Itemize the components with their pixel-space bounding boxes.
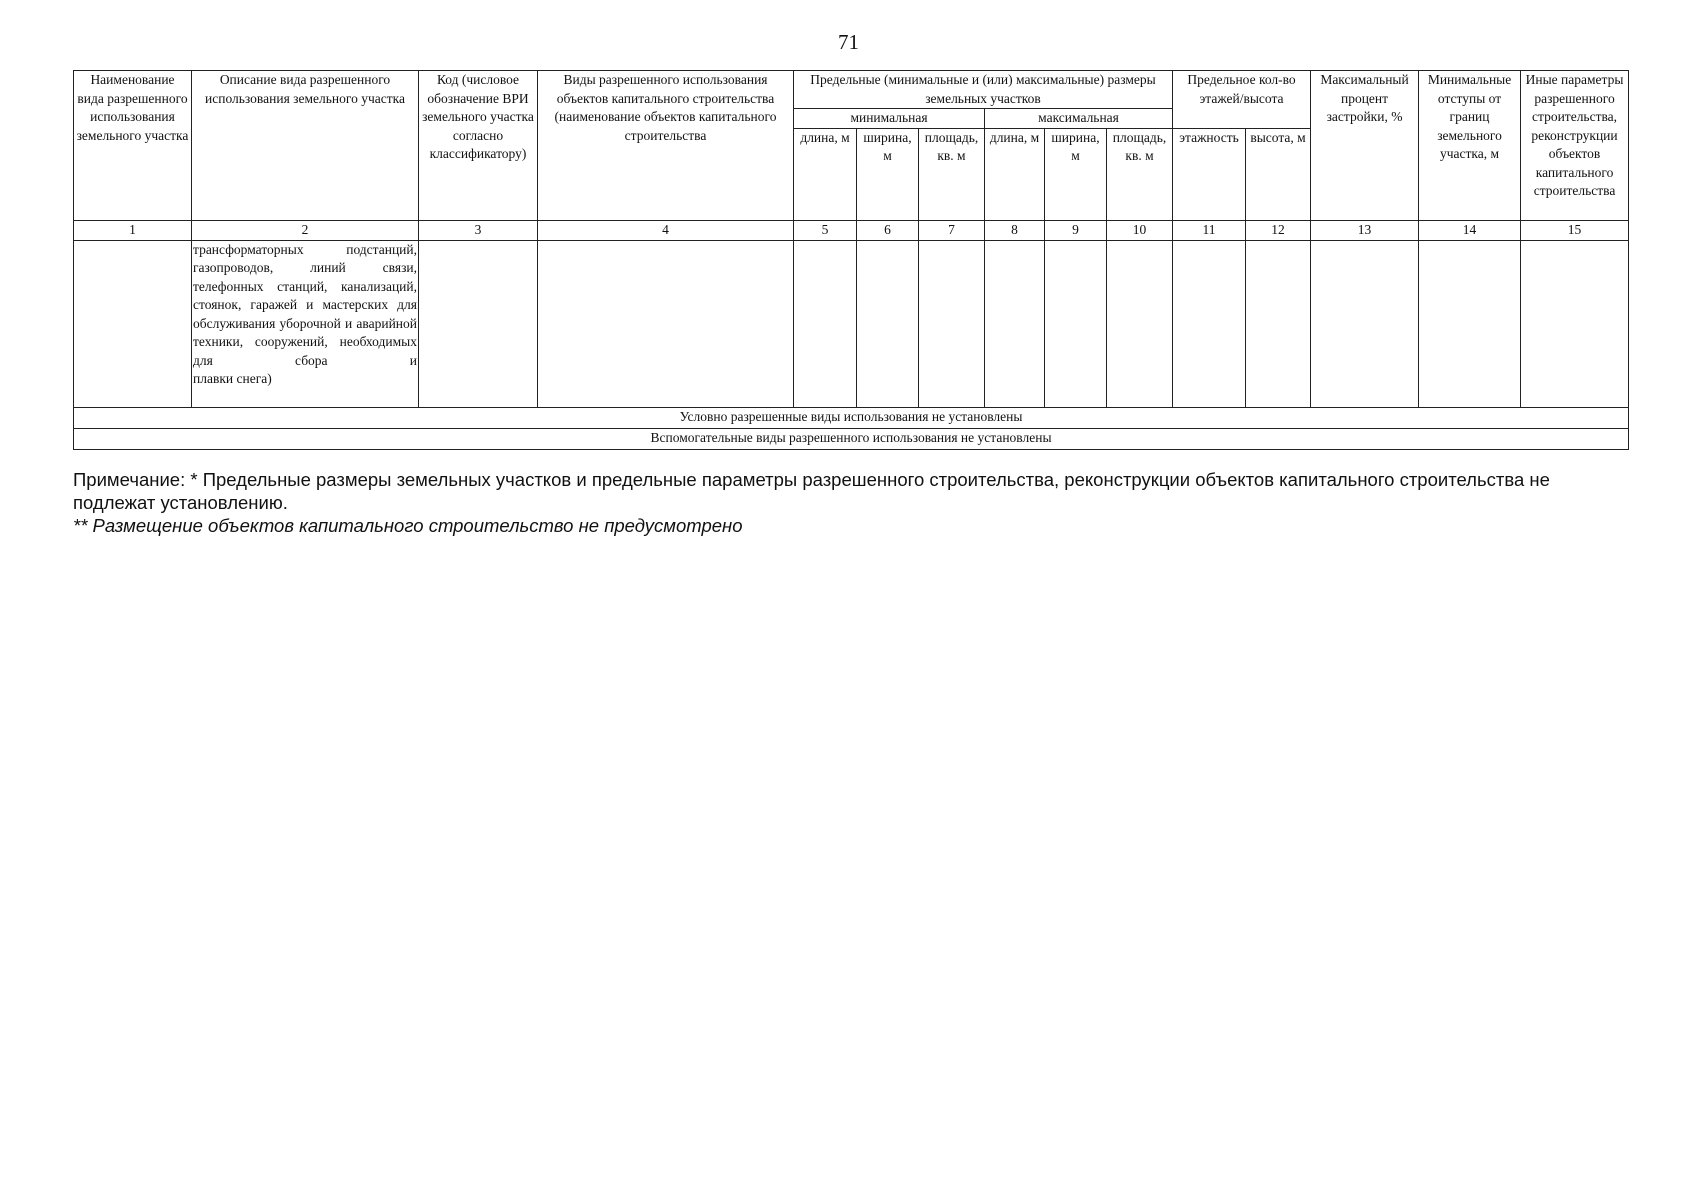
column-number: 5 (794, 220, 857, 240)
header-plot-size-limits: Предельные (минимальные и (или) максимальные) размеры земельных участков (794, 71, 1173, 109)
notes-section (73, 468, 1628, 537)
column-number: 2 (192, 220, 419, 240)
cell-max-width (1045, 240, 1107, 407)
header-maximum: максимальная (985, 109, 1173, 129)
column-number: 12 (1246, 220, 1311, 240)
header-use-code: Код (числовое обозначение ВРИ земельного участка согласно классификатору) (419, 71, 538, 221)
cell-max-length (985, 240, 1045, 407)
header-height: высота, м (1246, 128, 1311, 220)
column-number: 15 (1521, 220, 1629, 240)
description-text: трансформаторных подстанций, газопроводов, линий связи, телефонных станций, канализаций, стоянок, гаражей и мастерских для обслуживания уборочной и аварийной техники, сооружений, необходимых для сбора и (193, 241, 417, 368)
header-max-building-percent: Максимальный процент застройки, % (1311, 71, 1419, 221)
conditional-uses-row: Условно разрешенные виды использования не установлены (74, 407, 1629, 428)
header-land-use-name: Наименование вида разрешенного использования земельного участка (74, 71, 192, 221)
cell-min-area (919, 240, 985, 407)
cell-min-setbacks (1419, 240, 1521, 407)
column-number: 7 (919, 220, 985, 240)
header-floors: этажность (1173, 128, 1246, 220)
column-number: 1 (74, 220, 192, 240)
column-number-row (74, 220, 1629, 240)
auxiliary-uses-row: Вспомогательные виды разрешенного использования не установлены (74, 428, 1629, 449)
cell-height (1246, 240, 1311, 407)
cell-other-parameters (1521, 240, 1629, 407)
header-min-width: ширина, м (857, 128, 919, 220)
cell-max-area (1107, 240, 1173, 407)
column-number: 8 (985, 220, 1045, 240)
cell-building-use-types (538, 240, 794, 407)
cell-use-description (192, 240, 419, 407)
cell-min-length (794, 240, 857, 407)
header-use-description: Описание вида разрешенного использования земельного участка (192, 71, 419, 221)
column-number: 6 (857, 220, 919, 240)
column-number: 9 (1045, 220, 1107, 240)
header-min-length: длина, м (794, 128, 857, 220)
zoning-regulations-table (73, 70, 1629, 450)
column-number: 13 (1311, 220, 1419, 240)
column-number: 11 (1173, 220, 1246, 240)
cell-max-building-percent (1311, 240, 1419, 407)
header-other-parameters: Иные параметры разрешенного строительства, реконструкции объектов капитального строительства (1521, 71, 1629, 221)
header-max-length: длина, м (985, 128, 1045, 220)
header-max-width: ширина, м (1045, 128, 1107, 220)
page-number: 71 (838, 30, 859, 54)
header-min-setbacks: Минимальные отступы от границ земельного участка, м (1419, 71, 1521, 221)
cell-land-use-name (74, 240, 192, 407)
column-number: 10 (1107, 220, 1173, 240)
cell-min-width (857, 240, 919, 407)
column-number: 3 (419, 220, 538, 240)
cell-use-code (419, 240, 538, 407)
cell-floors (1173, 240, 1246, 407)
header-minimum: минимальная (794, 109, 985, 129)
column-number: 14 (1419, 220, 1521, 240)
table-row (74, 240, 1629, 407)
note-footnote-2: ** Размещение объектов капитального строительство не предусмотрено (73, 515, 743, 536)
header-floor-limits: Предельное кол-во этажей/высота (1173, 71, 1311, 129)
note-footnote-1: Примечание: * Предельные размеры земельных участков и предельные параметры разрешенного строительства, реконструкции объектов капитального строительства не подлежат установлению. (73, 469, 1550, 513)
header-max-area: площадь, кв. м (1107, 128, 1173, 220)
header-min-area: площадь, кв. м (919, 128, 985, 220)
column-number: 4 (538, 220, 794, 240)
header-building-use-types: Виды разрешенного использования объектов капитального строительства (наименование объектов капитального строительства (538, 71, 794, 221)
description-last-line: плавки снега) (193, 371, 272, 386)
